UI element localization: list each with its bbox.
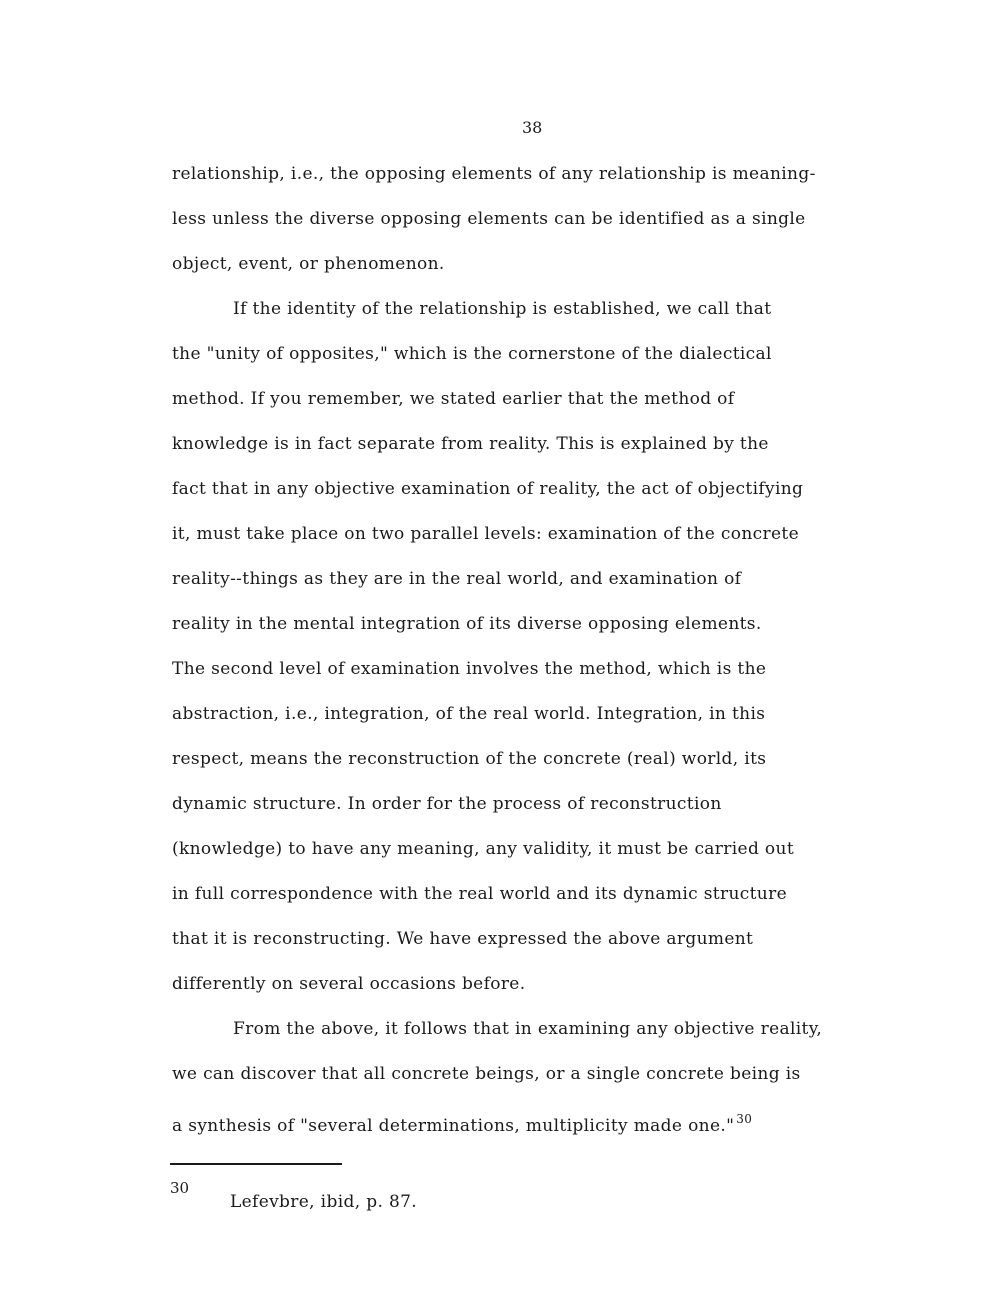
footnote-text: Lefevbre, ibid, p. 87.	[230, 1192, 418, 1212]
text-line: The second level of examination involves the method, which is the	[172, 659, 767, 679]
text-line: If the identity of the relationship is established, we call that	[233, 299, 772, 319]
text-line: we can discover that all concrete beings, or a single concrete being is	[172, 1064, 801, 1084]
page-number: 38	[522, 118, 543, 137]
text-line: differently on several occasions before.	[172, 974, 526, 994]
footnote-reference: 30	[736, 1112, 753, 1126]
text-line: abstraction, i.e., integration, of the real world. Integration, in this	[172, 704, 766, 724]
text-line: a synthesis of "several determinations, multiplicity made one."	[172, 1116, 735, 1136]
text-line: dynamic structure. In order for the process of reconstruction	[172, 794, 722, 814]
text-line: in full correspondence with the real world and its dynamic structure	[172, 884, 787, 904]
text-line: reality--things as they are in the real world, and examination of	[172, 569, 742, 589]
text-line: less unless the diverse opposing elements can be identified as a single	[172, 209, 806, 229]
text-line: that it is reconstructing. We have expressed the above argument	[172, 929, 754, 949]
text-line: From the above, it follows that in examining any objective reality,	[233, 1019, 823, 1039]
text-line: knowledge is in fact separate from reality. This is explained by the	[172, 434, 769, 454]
text-line: relationship, i.e., the opposing elements of any relationship is meaning-	[172, 164, 816, 184]
text-line: reality in the mental integration of its diverse opposing elements.	[172, 614, 762, 634]
text-line: method. If you remember, we stated earlier that the method of	[172, 389, 735, 409]
text-line-with-footnote	[172, 1109, 752, 1136]
text-line: (knowledge) to have any meaning, any validity, it must be carried out	[172, 839, 794, 859]
footnote-number: 30	[170, 1179, 190, 1197]
text-line: respect, means the reconstruction of the concrete (real) world, its	[172, 749, 767, 769]
text-line: object, event, or phenomenon.	[172, 254, 445, 274]
footnote-divider	[170, 1163, 342, 1165]
text-line: it, must take place on two parallel levels: examination of the concrete	[172, 524, 800, 544]
text-line: the "unity of opposites," which is the cornerstone of the dialectical	[172, 344, 772, 364]
text-line: fact that in any objective examination of reality, the act of objectifying	[172, 479, 804, 499]
